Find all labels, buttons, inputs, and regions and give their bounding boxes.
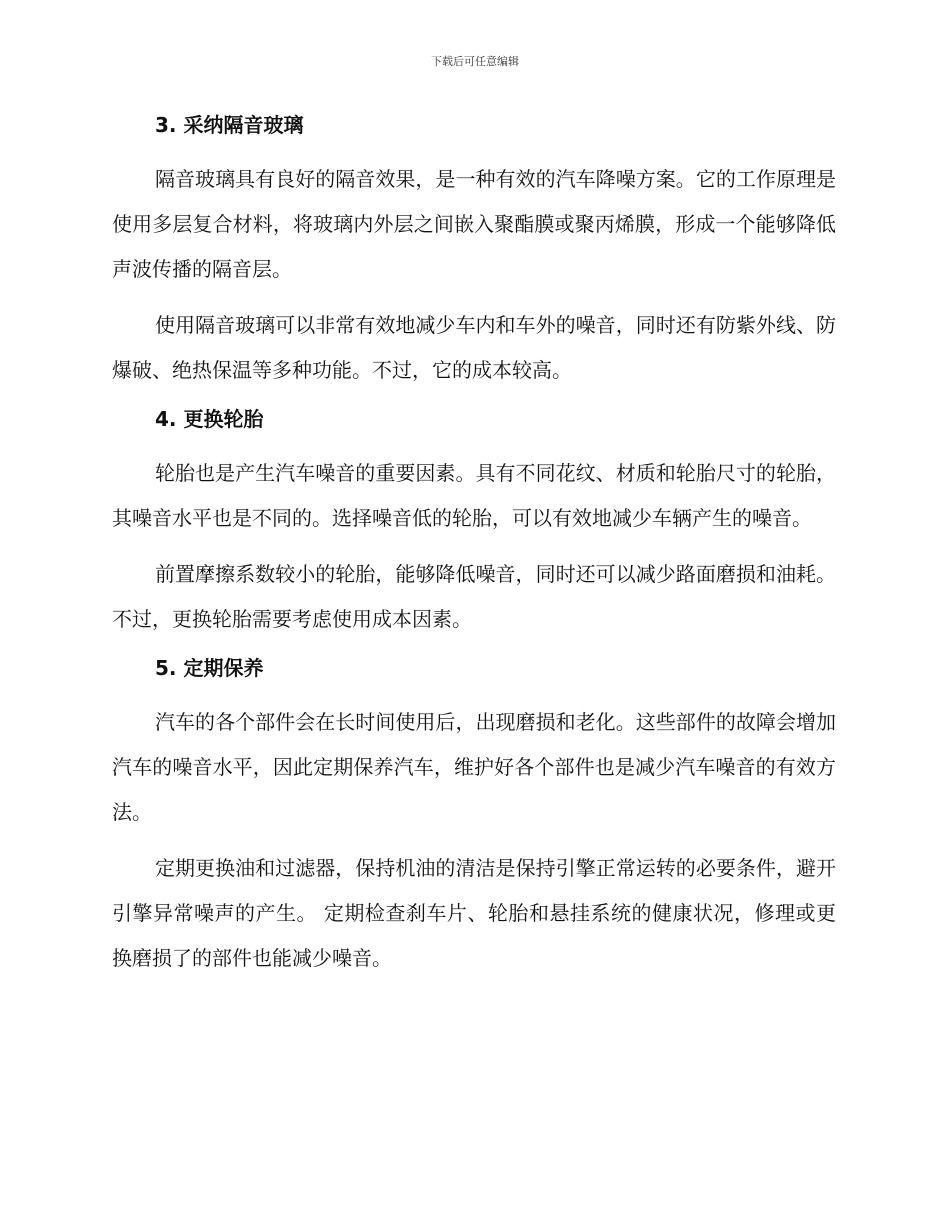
section-heading: 4. 更换轮胎 [155,407,264,431]
section-heading: 5. 定期保养 [155,656,264,680]
paragraph: 隔音玻璃具有良好的隔音效果，是一种有效的汽车降噪方案。它的工作原理是使用多层复合材料，将玻璃内外层之间嵌入聚酯膜或聚丙烯膜，形成一个能够降低声波传播的隔音层。 [112,167,836,281]
document-body [112,110,836,992]
section-soundproof-glass [112,110,836,393]
section-heading: 3. 采纳隔音玻璃 [155,113,304,137]
paragraph: 轮胎也是产生汽车噪音的重要因素。具有不同花纹、材质和轮胎尺寸的轮胎，其噪音水平也是不同的。选择噪音低的轮胎，可以有效地减少车辆产生的噪音。 [112,461,836,530]
paragraph: 前置摩擦系数较小的轮胎，能够降低噪音，同时还可以减少路面磨损和油耗。不过，更换轮胎需要考虑使用成本因素。 [112,562,836,631]
paragraph: 使用隔音玻璃可以非常有效地减少车内和车外的噪音，同时还有防紫外线、防爆破、绝热保温等多种功能。不过，它的成本较高。 [112,313,836,382]
header-note: 下载后可任意编辑 [431,55,519,68]
section-replace-tires [112,404,836,642]
paragraph: 定期更换油和过滤器，保持机油的清洁是保持引擎正常运转的必要条件，避开引擎异常噪声的产生。 定期检查刹车片、轮胎和悬挂系统的健康状况，修理或更换磨损了的部件也能减少噪音。 [112,856,836,970]
section-regular-maintenance [112,653,836,981]
paragraph: 汽车的各个部件会在长时间使用后，出现磨损和老化。这些部件的故障会增加汽车的噪音水平，因此定期保养汽车，维护好各个部件也是减少汽车噪音的有效方法。 [112,710,836,824]
